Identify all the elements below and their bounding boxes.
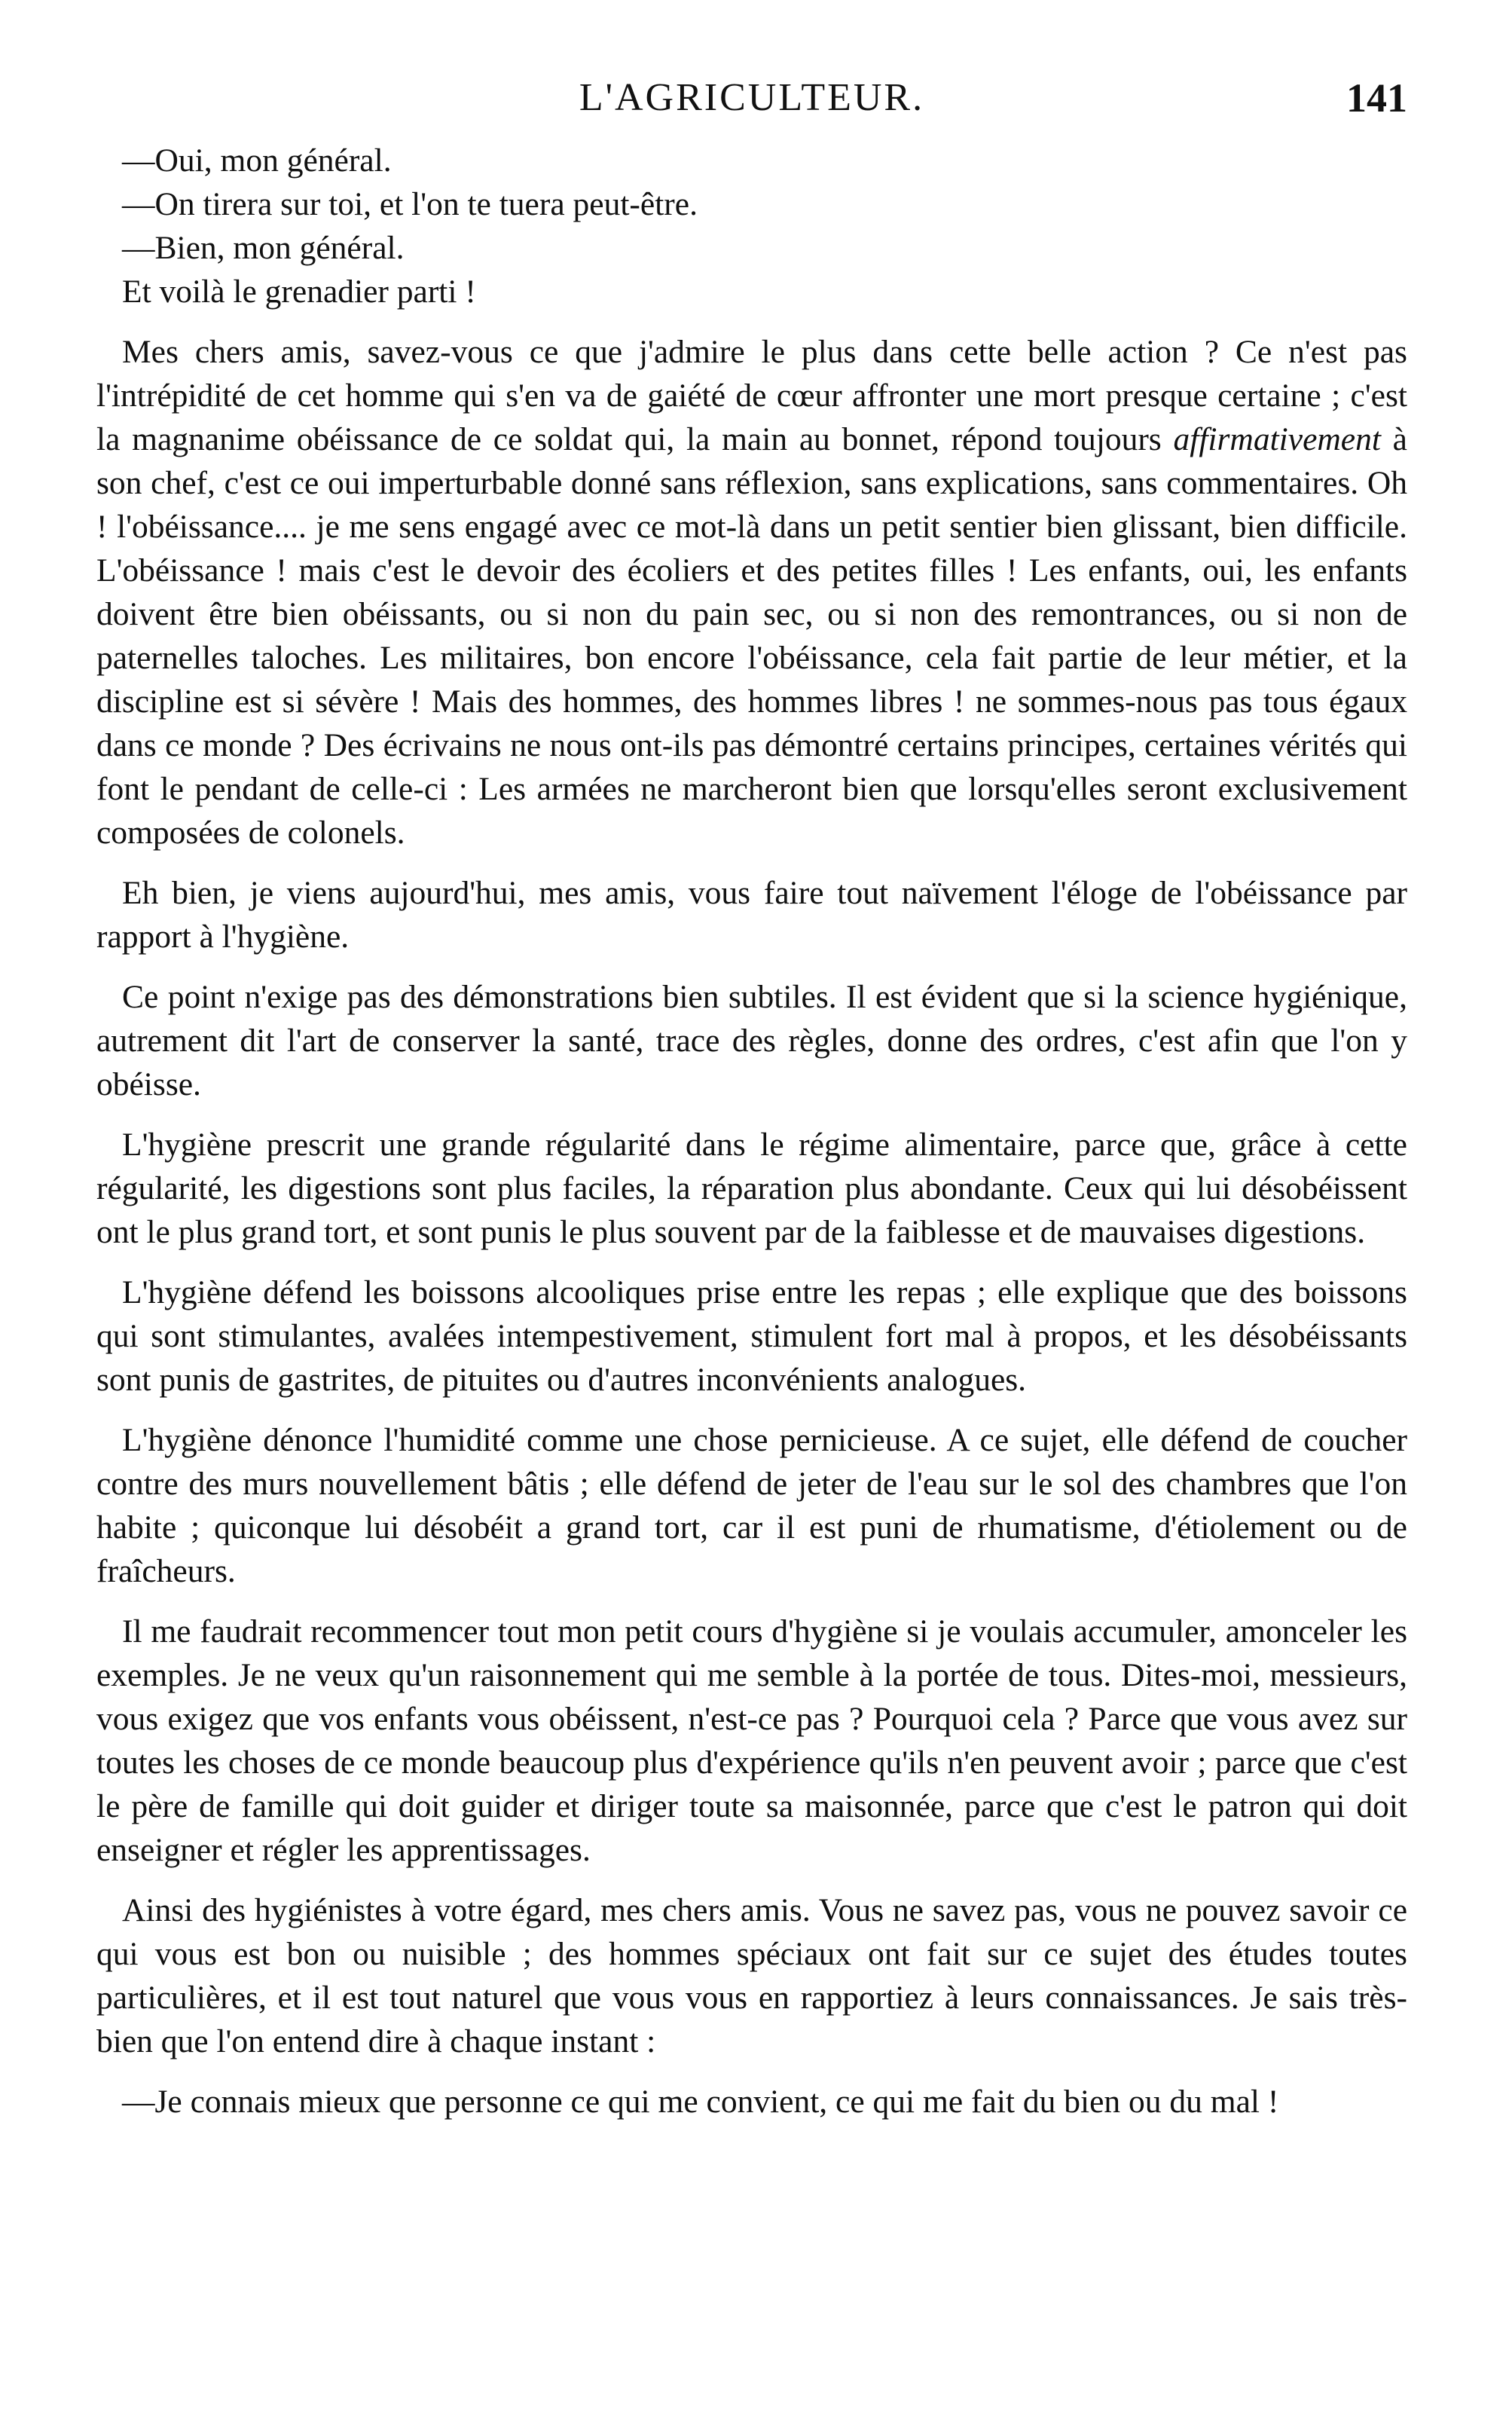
paragraph-humidity: L'hygiène dénonce l'humidité comme une chose pernicieuse. A ce sujet, elle défend de coucher contre des murs nouvellement bâtis ; elle défend de jeter de l'eau sur le sol des chambres que l'on habite ; quiconque lui désobéit a grand tort, car il est puni de rhumatisme, d'étiolement ou de fraîcheurs. bbox=[96, 1422, 1407, 1589]
dialogue-line: —Oui, mon général. bbox=[122, 142, 392, 179]
paragraph-quote: —Je connais mieux que personne ce qui me convient, ce qui me fait du bien ou du mal ! bbox=[122, 2084, 1279, 2120]
paragraph-diet-regularity: L'hygiène prescrit une grande régularité dans le régime alimentaire, parce que, grâce à cette régularité, les digestions sont plus faciles, la réparation plus abondante. Ceux qui lui désobéissent ont le plus grand tort, et sont punis le plus souvent par de la faiblesse et de mauvaises digestions. bbox=[96, 1127, 1407, 1250]
paragraph-obedience-praise bbox=[96, 330, 1407, 855]
paragraph-hygiene-intro: Eh bien, je viens aujourd'hui, mes amis, vous faire tout naïvement l'éloge de l'obéissance par rapport à l'hygiène. bbox=[96, 875, 1407, 955]
dialogue-line: Et voilà le grenadier parti ! bbox=[122, 274, 476, 310]
dialogue-line: —Bien, mon général. bbox=[122, 230, 405, 266]
paragraph-alcohol: L'hygiène défend les boissons alcooliques prise entre les repas ; elle explique que des boissons qui sont stimulantes, avalées intempestivement, stimulent fort mal à propos, et les désobéissants sont punis de gastrites, de pituites ou d'autres inconvénients analogues. bbox=[96, 1274, 1407, 1398]
paragraph-examples: Il me faudrait recommencer tout mon petit cours d'hygiène si je voulais accumuler, amonceler les exemples. Je ne veux qu'un raisonnement qui me semble à la portée de tous. Dites-moi, messieurs, vous exigez que vos enfants vous obéissent, n'est-ce pas ? Pourquoi cela ? Parce que vous avez sur toutes les choses de ce monde beaucoup plus d'expérience qu'ils n'en peuvent avoir ; parce que c'est le père de famille qui doit guider et diriger toute sa maisonnée, parce que c'est le patron qui doit enseigner et régler les apprentissages. bbox=[96, 1613, 1407, 1868]
running-head: L'AGRICULTEUR. bbox=[579, 76, 925, 119]
paragraph-hygiene-rules: Ce point n'exige pas des démonstrations bien subtiles. Il est évident que si la science hygiénique, autrement dit l'art de conserver la santé, trace des règles, donne des ordres, c'est afin que l'on y obéisse. bbox=[96, 979, 1407, 1102]
emphasized-word: affirmativement bbox=[1173, 421, 1381, 457]
page-number: 141 bbox=[1346, 75, 1407, 121]
dialogue-line: —On tirera sur toi, et l'on te tuera peut-être. bbox=[122, 186, 698, 222]
book-page bbox=[96, 68, 1407, 2124]
paragraph-text: à son chef, c'est ce oui imperturbable donné sans réflexion, sans explications, sans commentaires. Oh ! l'obéissance.... je me sens engagé avec ce mot-là dans un petit sentier bien glissant, bien difficile. L'obéissance ! mais c'est le devoir des écoliers et des petites filles ! Les enfants, oui, les enfants doivent être bien obéissants, ou si non du pain sec, ou si non des remontrances, ou si non de paternelles taloches. Les militaires, bon encore l'obéissance, cela fait partie de leur métier, et la discipline est si sévère ! Mais des hommes, des hommes libres ! ne sommes-nous pas tous égaux dans ce monde ? Des écrivains ne nous ont-ils pas démontré certains principes, certaines vérités qui font le pendant de celle-ci : Les armées ne marcheront bien que lorsqu'elles seront exclusivement composées de colonels. bbox=[96, 421, 1407, 851]
paragraph-hygienists: Ainsi des hygiénistes à votre égard, mes chers amis. Vous ne savez pas, vous ne pouvez savoir ce qui vous est bon ou nuisible ; des hommes spéciaux ont fait sur ce sujet des études toutes particulières, et il est tout naturel que vous vous en rapportiez à leurs connaissances. Je sais très-bien que l'on entend dire à chaque instant : bbox=[96, 1892, 1407, 2059]
paragraph-text: Mes chers amis, savez-vous ce que j'admire le plus dans cette belle action ? Ce n'est pas l'intrépidité de cet homme qui s'en va de gaiété de cœur affronter une mort presque certaine ; c'est la magnanime obéissance de ce soldat qui, la main au bonnet, répond toujours bbox=[96, 334, 1407, 457]
page-header bbox=[96, 68, 1407, 128]
dialogue-block bbox=[96, 139, 1407, 313]
